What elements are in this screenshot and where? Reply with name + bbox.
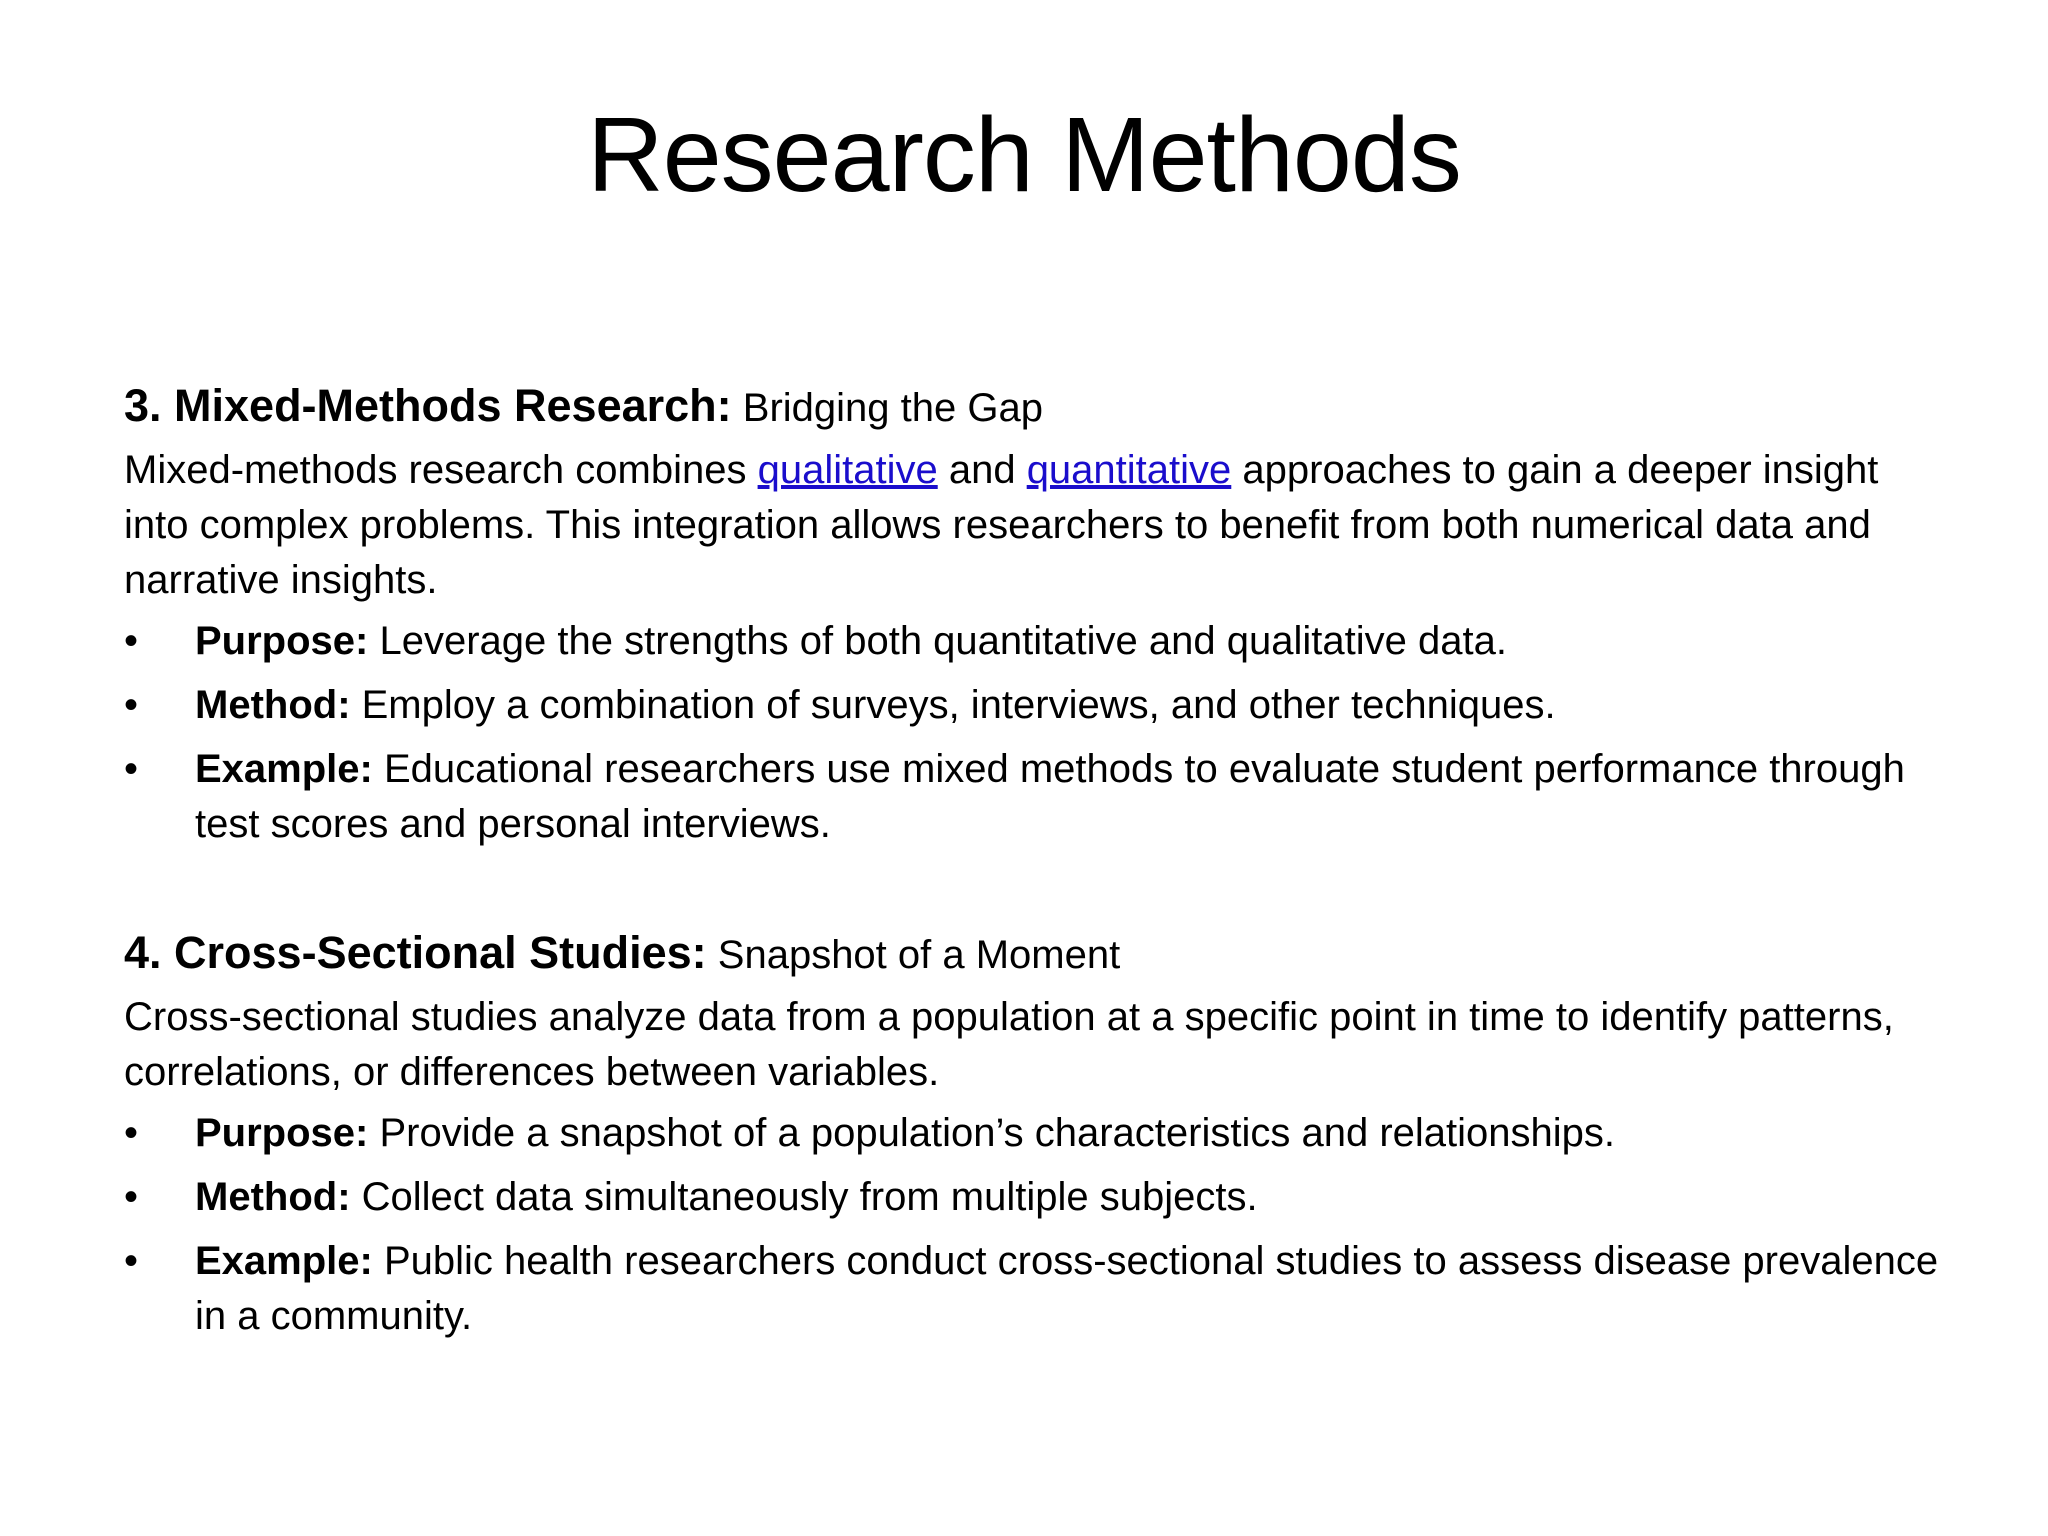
bullet-text: Public health researchers conduct cross-sectional studies to assess disease prevalence in a community. <box>195 1239 1939 1338</box>
bullet-icon: • <box>124 683 139 727</box>
section-spacer <box>124 861 1944 923</box>
bullet-label: Purpose: <box>195 619 369 663</box>
qualitative-link[interactable]: qualitative <box>757 448 938 492</box>
bullet-text: Provide a snapshot of a population’s characteristics and relationships. <box>368 1111 1616 1155</box>
slide-title: Research Methods <box>587 96 1461 214</box>
bullet-label: Example: <box>195 1239 373 1283</box>
bullet-item-purpose <box>124 1106 1944 1161</box>
paragraph-text: Mixed-methods research combines <box>124 448 758 492</box>
bullet-item-example <box>124 742 1944 852</box>
slide-content <box>124 376 1944 1353</box>
bullet-label: Purpose: <box>195 1111 369 1155</box>
bullet-text: Collect data simultaneously from multiple subjects. <box>350 1175 1258 1219</box>
paragraph-text: Cross-sectional studies analyze data from a population at a specific point in time to identify patterns, correlations, or differences between variables. <box>124 995 1894 1094</box>
section-paragraph <box>124 443 1944 608</box>
paragraph-text: and <box>937 448 1027 492</box>
bullet-label: Example: <box>195 747 373 791</box>
section-heading <box>124 376 1944 438</box>
bullet-icon: • <box>124 747 139 791</box>
section-heading <box>124 923 1944 985</box>
paragraph-text: approaches to gain a deeper insight into complex problems. This integration allows researchers to benefit from both numerical data and narrative insights. <box>124 448 1879 602</box>
bullet-icon: • <box>124 619 139 663</box>
bullet-icon: • <box>124 1239 139 1283</box>
bullet-list <box>124 1106 1944 1344</box>
section-cross-sectional <box>124 923 1944 1344</box>
section-heading-subtitle: Snapshot of a Moment <box>706 933 1121 977</box>
bullet-label: Method: <box>195 1175 351 1219</box>
bullet-item-purpose <box>124 614 1944 669</box>
bullet-list <box>124 614 1944 852</box>
bullet-icon: • <box>124 1175 139 1219</box>
bullet-item-method <box>124 1170 1944 1225</box>
bullet-item-method <box>124 678 1944 733</box>
section-heading-bold: 4. Cross-Sectional Studies: <box>124 927 707 978</box>
bullet-text: Educational researchers use mixed methods to evaluate student performance through test scores and personal interviews. <box>195 747 1905 846</box>
bullet-item-example <box>124 1234 1944 1344</box>
bullet-icon: • <box>124 1111 139 1155</box>
section-mixed-methods <box>124 376 1944 852</box>
bullet-label: Method: <box>195 683 351 727</box>
section-heading-subtitle: Bridging the Gap <box>731 386 1043 430</box>
quantitative-link[interactable]: quantitative <box>1026 448 1232 492</box>
section-heading-bold: 3. Mixed-Methods Research: <box>124 380 732 431</box>
bullet-text: Employ a combination of surveys, interviews, and other techniques. <box>350 683 1556 727</box>
section-paragraph <box>124 990 1944 1100</box>
bullet-text: Leverage the strengths of both quantitative and qualitative data. <box>368 619 1507 663</box>
